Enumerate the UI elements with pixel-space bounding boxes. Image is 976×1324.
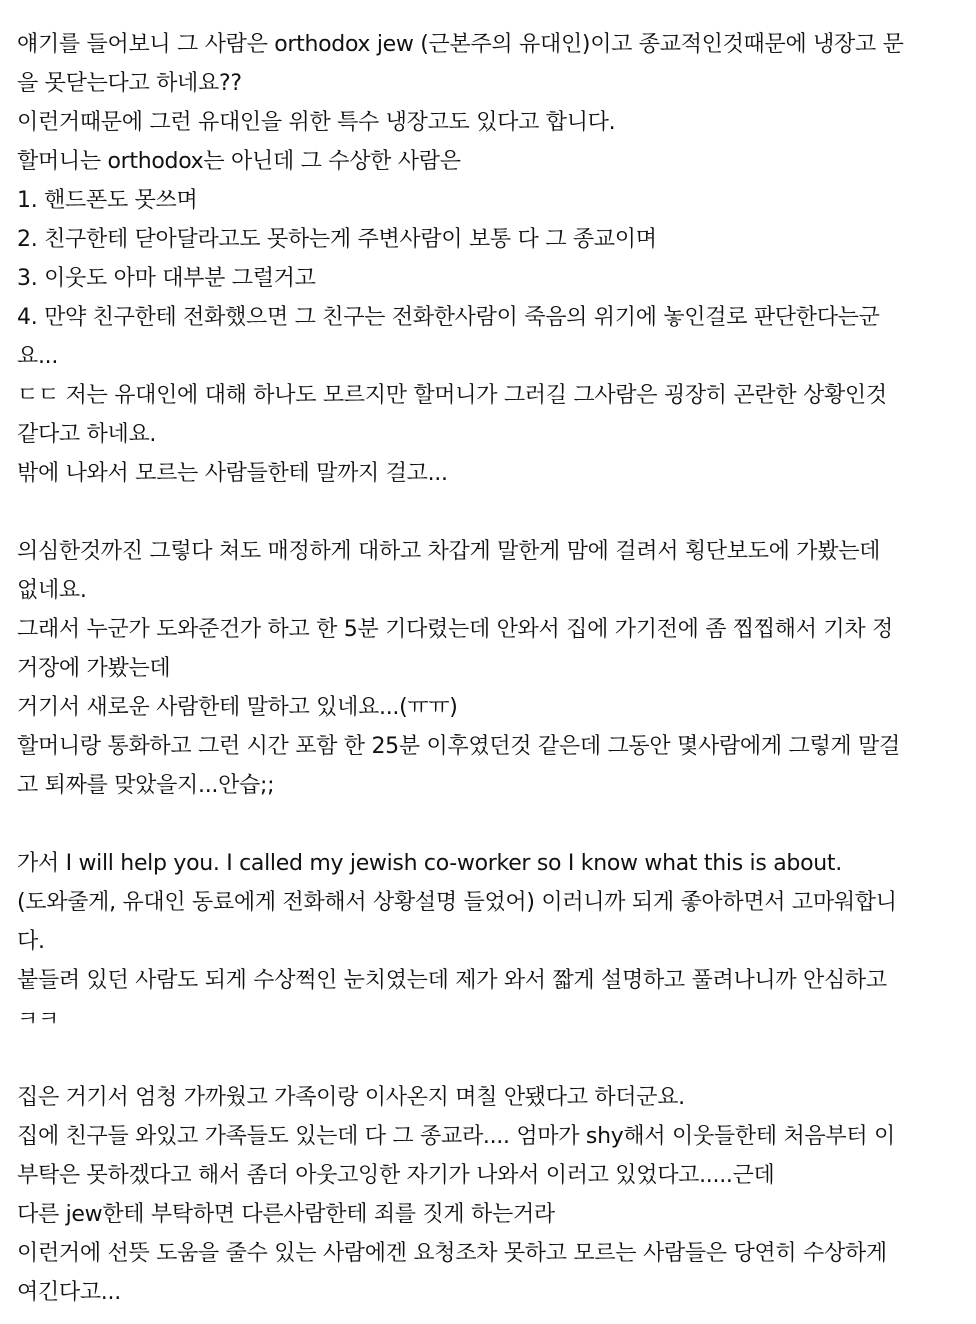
paragraph-break <box>17 493 962 532</box>
text-line: 이런거에 선뜻 도움을 줄수 있는 사람에겐 요청조차 못하고 모르는 사람들은 당연히 수상하게 <box>17 1241 887 1266</box>
text-line: 1. 핸드폰도 못쓰며 <box>17 188 198 213</box>
text-line: 2. 친구한테 닫아달라고도 못하는게 주변사람이 보통 다 그 종교이며 <box>17 227 657 252</box>
text-line: 이런거때문에 그런 유대인을 위한 특수 냉장고도 있다고 합니다. <box>17 110 616 135</box>
text-line: ㅋㅋ <box>17 1007 59 1032</box>
text-line: 다. <box>17 929 45 954</box>
text-line: 4. 만약 친구한테 전화했으면 그 친구는 전화한사람이 죽음의 위기에 놓인걸로 판단한다는군 <box>17 305 880 330</box>
text-line: 같다고 하네요. <box>17 422 157 447</box>
text-line: 밖에 나와서 모르는 사람들한테 말까지 걸고... <box>17 461 448 486</box>
text-line: 얘기를 들어보니 그 사람은 orthodox jew (근본주의 유대인)이고 종교적인것때문에 냉장고 문 <box>17 32 904 57</box>
text-line: 의심한것까진 그렇다 쳐도 매정하게 대하고 차갑게 말한게 맘에 걸려서 횡단보도에 가봤는데 <box>17 539 881 564</box>
text-line: 거기서 새로운 사람한테 말하고 있네요...(ㅠㅠ) <box>17 695 458 720</box>
text-line: 3. 이웃도 아마 대부분 그럴거고 <box>17 266 316 291</box>
paragraph-break <box>17 1039 962 1078</box>
text-line: 할머니는 orthodox는 아닌데 그 수상한 사람은 <box>17 149 461 174</box>
text-line: 집에 친구들 와있고 가족들도 있는데 다 그 종교라.... 엄마가 shy해서 이웃들한테 처음부터 이 <box>17 1124 895 1149</box>
text-line: 없네요. <box>17 578 87 603</box>
text-line: 가서 I will help you. I called my jewish co-worker so I know what this is about. <box>17 851 842 876</box>
text-line: 여긴다고... <box>17 1280 121 1305</box>
text-line: (도와줄게, 유대인 동료에게 전화해서 상황설명 들었어) 이러니까 되게 좋아하면서 고마워합니 <box>17 890 897 915</box>
paragraph-break <box>17 805 962 844</box>
text-line: 요... <box>17 344 59 369</box>
text-line: 붙들려 있던 사람도 되게 수상쩍인 눈치였는데 제가 와서 짧게 설명하고 풀려나니까 안심하고 <box>17 968 887 993</box>
text-line: 집은 거기서 엄청 가까웠고 가족이랑 이사온지 며칠 안됐다고 하더군요. <box>17 1085 685 1110</box>
text-line: 고 퇴짜를 맞았을지...안습;; <box>17 773 275 798</box>
text-line: 그래서 누군가 도와준건가 하고 한 5분 기다렸는데 안와서 집에 가기전에 좀 찝찝해서 기차 정 <box>17 617 893 642</box>
text-line: 거장에 가봤는데 <box>17 656 171 681</box>
text-line: ㄷㄷ 저는 유대인에 대해 하나도 모르지만 할머니가 그러길 그사람은 굉장히 곤란한 상황인것 <box>17 383 887 408</box>
text-line: 다른 jew한테 부탁하면 다른사람한테 죄를 짓게 하는거라 <box>17 1202 555 1227</box>
text-line: 을 못닫는다고 하네요?? <box>17 71 242 96</box>
text-line: 부탁은 못하겠다고 해서 좀더 아웃고잉한 자기가 나와서 이러고 있었다고.....근데 <box>17 1163 775 1188</box>
text-line: 할머니랑 통화하고 그런 시간 포함 한 25분 이후였던것 같은데 그동안 몇사람에게 그렇게 말걸 <box>17 734 900 759</box>
